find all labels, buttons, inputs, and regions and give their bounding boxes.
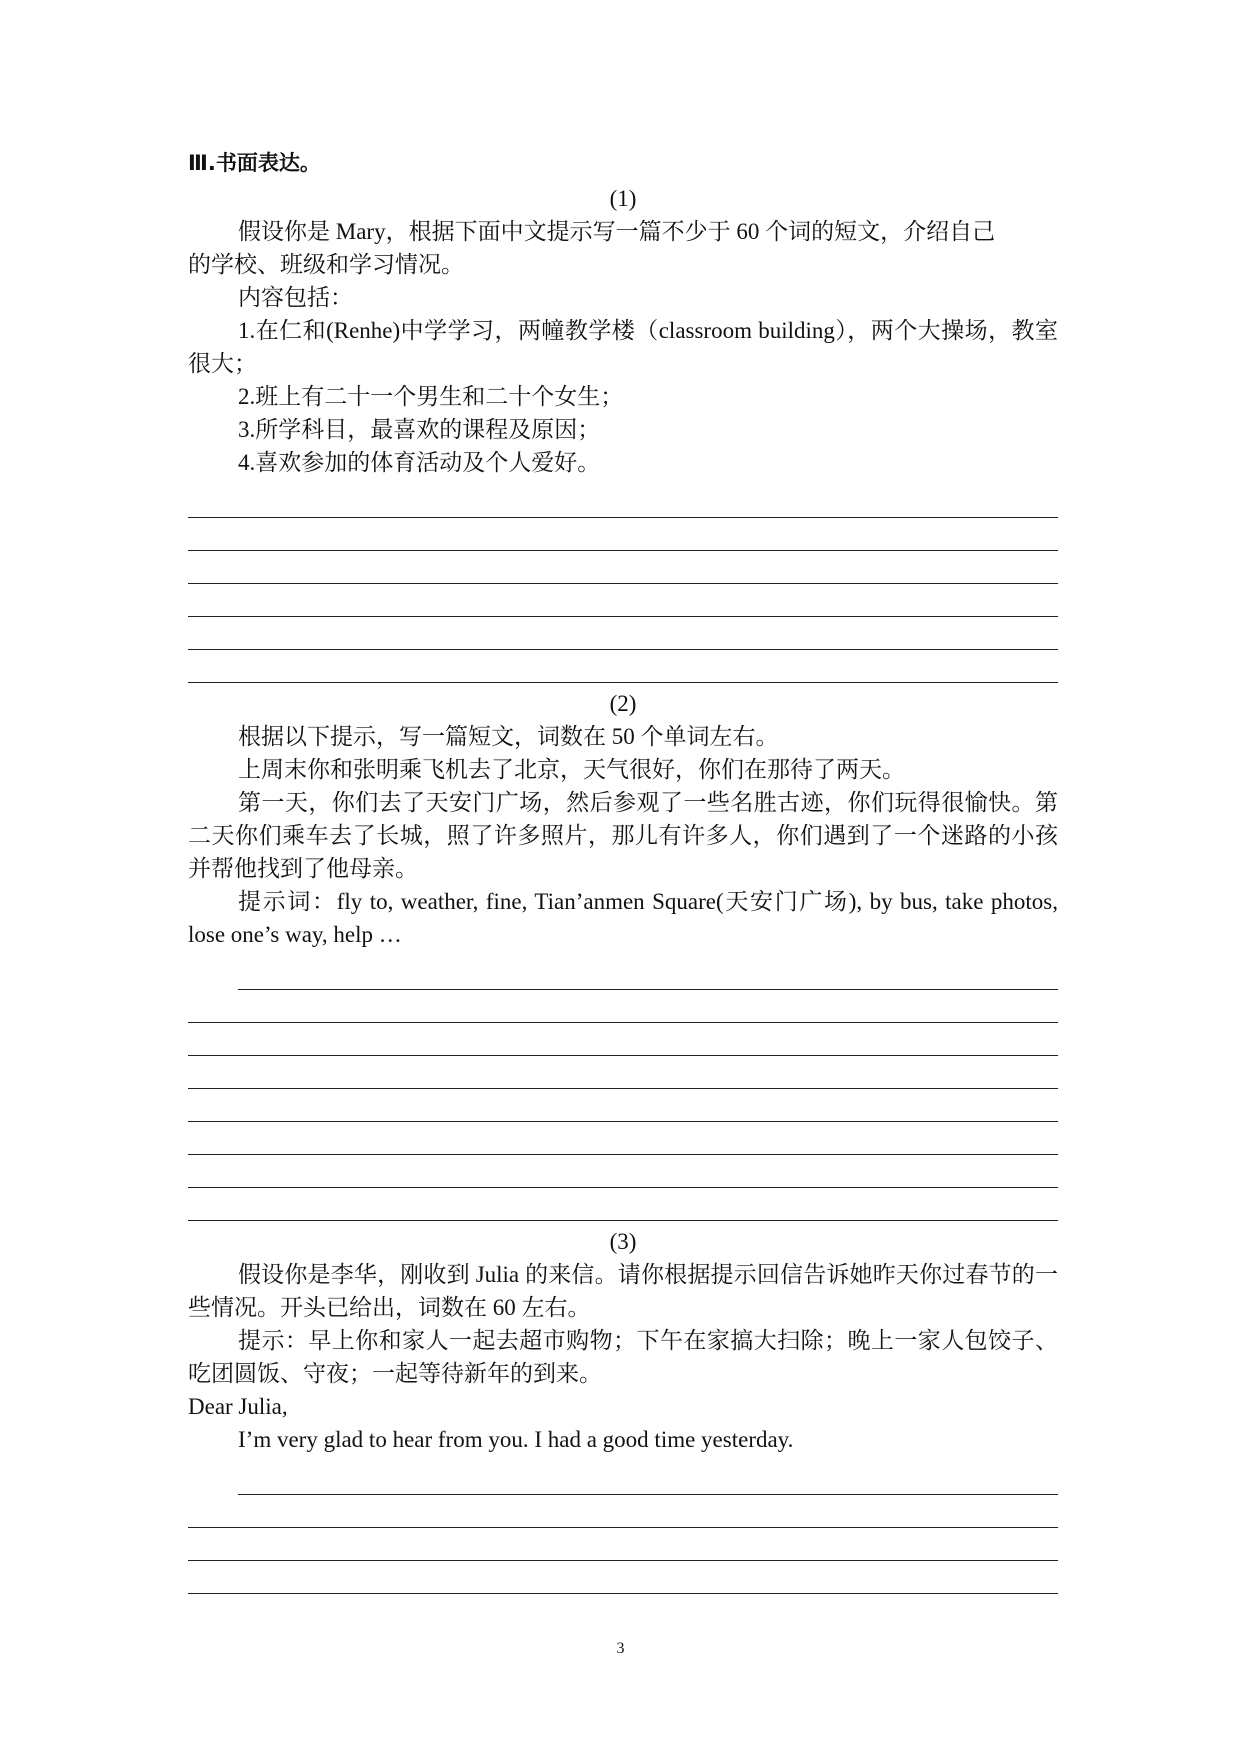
answer-line[interactable] [188, 1155, 1058, 1188]
answer-line[interactable] [188, 584, 1058, 617]
task-2 [188, 687, 1058, 1221]
page-number: 3 [616, 1640, 625, 1657]
answer-line[interactable] [188, 990, 1058, 1023]
section-heading: Ⅲ.书面表达。 [188, 151, 321, 175]
answer-line[interactable] [188, 1495, 1058, 1528]
task-2-number: (2) [609, 691, 637, 716]
task-1-answer-lines[interactable] [188, 485, 1058, 683]
task-2-answer-lines[interactable] [188, 957, 1058, 1221]
answer-line[interactable] [188, 1528, 1058, 1561]
answer-line[interactable] [188, 617, 1058, 650]
task-1-item-3: 3.所学科目，最喜欢的课程及原因； [238, 417, 601, 442]
task-3-para-2: 提示：早上你和家人一起去超市购物；下午在家搞大扫除；晚上一家人包饺子、吃团圆饭、守夜；一起等待新年的到来。 [188, 1328, 1058, 1386]
task-2-para-3: 第一天，你们去了天安门广场，然后参观了一些名胜古迹，你们玩得很愉快。第二天你们乘车去了长城，照了许多照片，那儿有许多人，你们遇到了一个迷路的小孩并帮他找到了他母亲。 [188, 790, 1058, 881]
task-2-para-2: 上周末你和张明乘飞机去了北京，天气很好，你们在那待了两天。 [238, 757, 905, 782]
answer-line[interactable] [188, 1188, 1058, 1221]
task-3-para-1: 假设你是李华，刚收到 Julia 的来信。请你根据提示回信告诉她昨天你过春节的一些情况。开头已给出，词数在 60 左右。 [188, 1262, 1058, 1320]
answer-line[interactable] [188, 1122, 1058, 1155]
answer-line[interactable] [188, 1056, 1058, 1089]
answer-line[interactable] [188, 1561, 1058, 1594]
task-1-intro-line1: 假设你是 Mary，根据下面中文提示写一篇不少于 60 个词的短文，介绍自己 [238, 219, 996, 244]
task-3-number: (3) [609, 1229, 637, 1254]
task-2-para-1: 根据以下提示，写一篇短文，词数在 50 个单词左右。 [238, 724, 779, 749]
task-3 [188, 1225, 1058, 1594]
answer-line[interactable] [188, 551, 1058, 584]
task-3-salutation: Dear Julia, [188, 1394, 288, 1419]
answer-line[interactable] [188, 518, 1058, 551]
answer-line[interactable] [238, 957, 1058, 990]
task-1-item-1: 1.在仁和(Renhe)中学学习，两幢教学楼（classroom building），两个大操场，教室很大； [188, 318, 1058, 376]
task-1-number: (1) [609, 186, 637, 211]
answer-line[interactable] [188, 485, 1058, 518]
task-1-content-label: 内容包括： [238, 285, 353, 310]
answer-line[interactable] [238, 1462, 1058, 1495]
answer-line[interactable] [188, 650, 1058, 683]
task-3-answer-lines[interactable] [188, 1462, 1058, 1594]
task-1 [188, 182, 1058, 683]
task-2-hint-words: 提示词：fly to, weather, fine, Tian’anmen Square(天安门广场), by bus, take photos, lose one’s way, help … [188, 889, 1058, 947]
answer-line[interactable] [188, 1089, 1058, 1122]
answer-line[interactable] [188, 1023, 1058, 1056]
task-1-item-4: 4.喜欢参加的体育活动及个人爱好。 [238, 450, 601, 475]
worksheet-page [188, 148, 1058, 1594]
task-1-intro-line2: 的学校、班级和学习情况。 [188, 252, 464, 277]
task-3-opening: I’m very glad to hear from you. I had a good time yesterday. [238, 1427, 794, 1452]
task-1-item-2: 2.班上有二十一个男生和二十个女生； [238, 384, 624, 409]
